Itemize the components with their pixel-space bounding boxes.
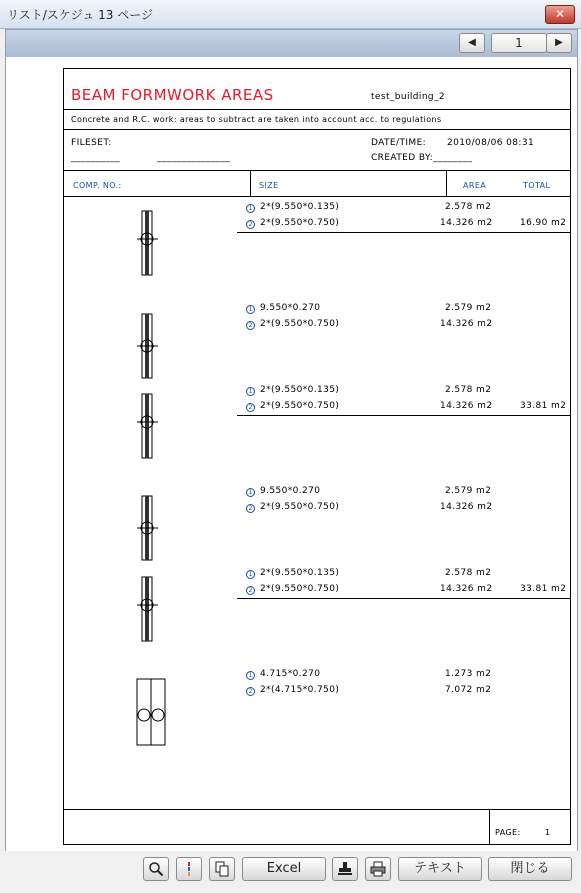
row-marker-icon: 1 [246,387,255,396]
row-area: 14.326 m2 [440,502,493,512]
project-name: test_building_2 [371,92,446,102]
row-marker-icon: 2 [246,504,255,513]
row-size: 2*(9.550*0.750) [260,401,340,411]
title-bar [0,0,581,29]
row-size: 2*(9.550*0.750) [260,584,340,594]
column-total: TOTAL [523,181,551,190]
row-size: 4.715*0.270 [260,669,321,679]
magnifier-icon [148,861,164,877]
row-marker-icon: 1 [246,570,255,579]
report-title: BEAM FORMWORK AREAS [71,86,274,104]
bottom-toolbar [0,852,581,893]
row-marker-icon: 2 [246,403,255,412]
previous-page-button[interactable]: ◀ [459,33,485,53]
row-area: 2.578 m2 [445,202,492,212]
row-total: 16.90 m2 [520,218,567,228]
row-area: 14.326 m2 [440,584,493,594]
excel-button[interactable]: Excel [242,857,326,881]
window-title: リスト/スケジュ 13 ページ [7,8,153,22]
row-size: 2*(9.550*0.750) [260,218,340,228]
row-area: 14.326 m2 [440,218,493,228]
beam-section-sketch-4 [134,494,164,564]
row-area: 2.578 m2 [445,385,492,395]
beam-section-sketch-1 [134,209,164,279]
beam-section-sketch-3 [134,392,164,462]
row-marker-icon: 2 [246,687,255,696]
row-total: 33.81 m2 [520,401,567,411]
stamp-button[interactable] [332,857,358,881]
beam-section-sketch-2 [134,312,164,382]
row-marker-icon: 2 [246,220,255,229]
row-area: 2.578 m2 [445,568,492,578]
row-size: 2*(9.550*0.135) [260,568,340,578]
close-button[interactable]: 閉じる [488,857,572,881]
row-size: 2*(9.550*0.135) [260,385,340,395]
date-value: 2010/08/06 08:31 [447,138,535,148]
page-number-field[interactable]: 1 [491,33,547,53]
row-area: 14.326 m2 [440,401,493,411]
row-size: 2*(9.550*0.135) [260,202,340,212]
page-label: PAGE: [495,828,521,837]
row-marker-icon: 1 [246,671,255,680]
beam-section-sketch-5 [134,575,164,645]
row-size: 2*(4.715*0.750) [260,685,340,695]
page-navigation-toolbar [5,29,578,58]
row-marker-icon: 2 [246,586,255,595]
row-area: 14.326 m2 [440,319,493,329]
print-button[interactable] [365,857,391,881]
row-size: 9.550*0.270 [260,486,321,496]
color-button[interactable] [176,857,202,881]
report-sheet [63,68,571,845]
row-total: 33.81 m2 [520,584,567,594]
row-size: 9.550*0.270 [260,303,321,313]
fileset-line-1: __________ [71,153,120,163]
created-by-label: CREATED BY:________ [371,153,473,163]
column-comp-no: COMP. NO.: [73,181,122,190]
next-page-button[interactable]: ▶ [546,33,572,53]
text-export-button[interactable]: テキスト [398,857,482,881]
row-marker-icon: 1 [246,204,255,213]
copy-pages-icon [214,861,230,877]
row-area: 2.579 m2 [445,486,492,496]
zoom-button[interactable] [143,857,169,881]
row-marker-icon: 1 [246,488,255,497]
fileset-line-2: _______________ [157,153,231,163]
fileset-label: FILESET: [71,138,112,148]
copy-button[interactable] [209,857,235,881]
row-area: 2.579 m2 [445,303,492,313]
close-window-button[interactable]: ✕ [545,5,575,24]
row-size: 2*(9.550*0.750) [260,502,340,512]
row-marker-icon: 2 [246,321,255,330]
row-area: 1.273 m2 [445,669,492,679]
column-area: AREA [463,181,487,190]
row-area: 7.072 m2 [445,685,492,695]
stamp-icon [337,861,353,877]
column-size: SIZE [259,181,279,190]
row-size: 2*(9.550*0.750) [260,319,340,329]
beam-section-sketch-6 [132,677,172,749]
date-label: DATE/TIME: [371,138,427,148]
printer-icon [370,861,386,877]
regulation-note: Concrete and R.C. work: areas to subtract are taken into account acc. to regulations [71,115,442,124]
page-value: 1 [545,828,551,837]
row-marker-icon: 1 [246,305,255,314]
color-bars-icon [181,861,197,877]
